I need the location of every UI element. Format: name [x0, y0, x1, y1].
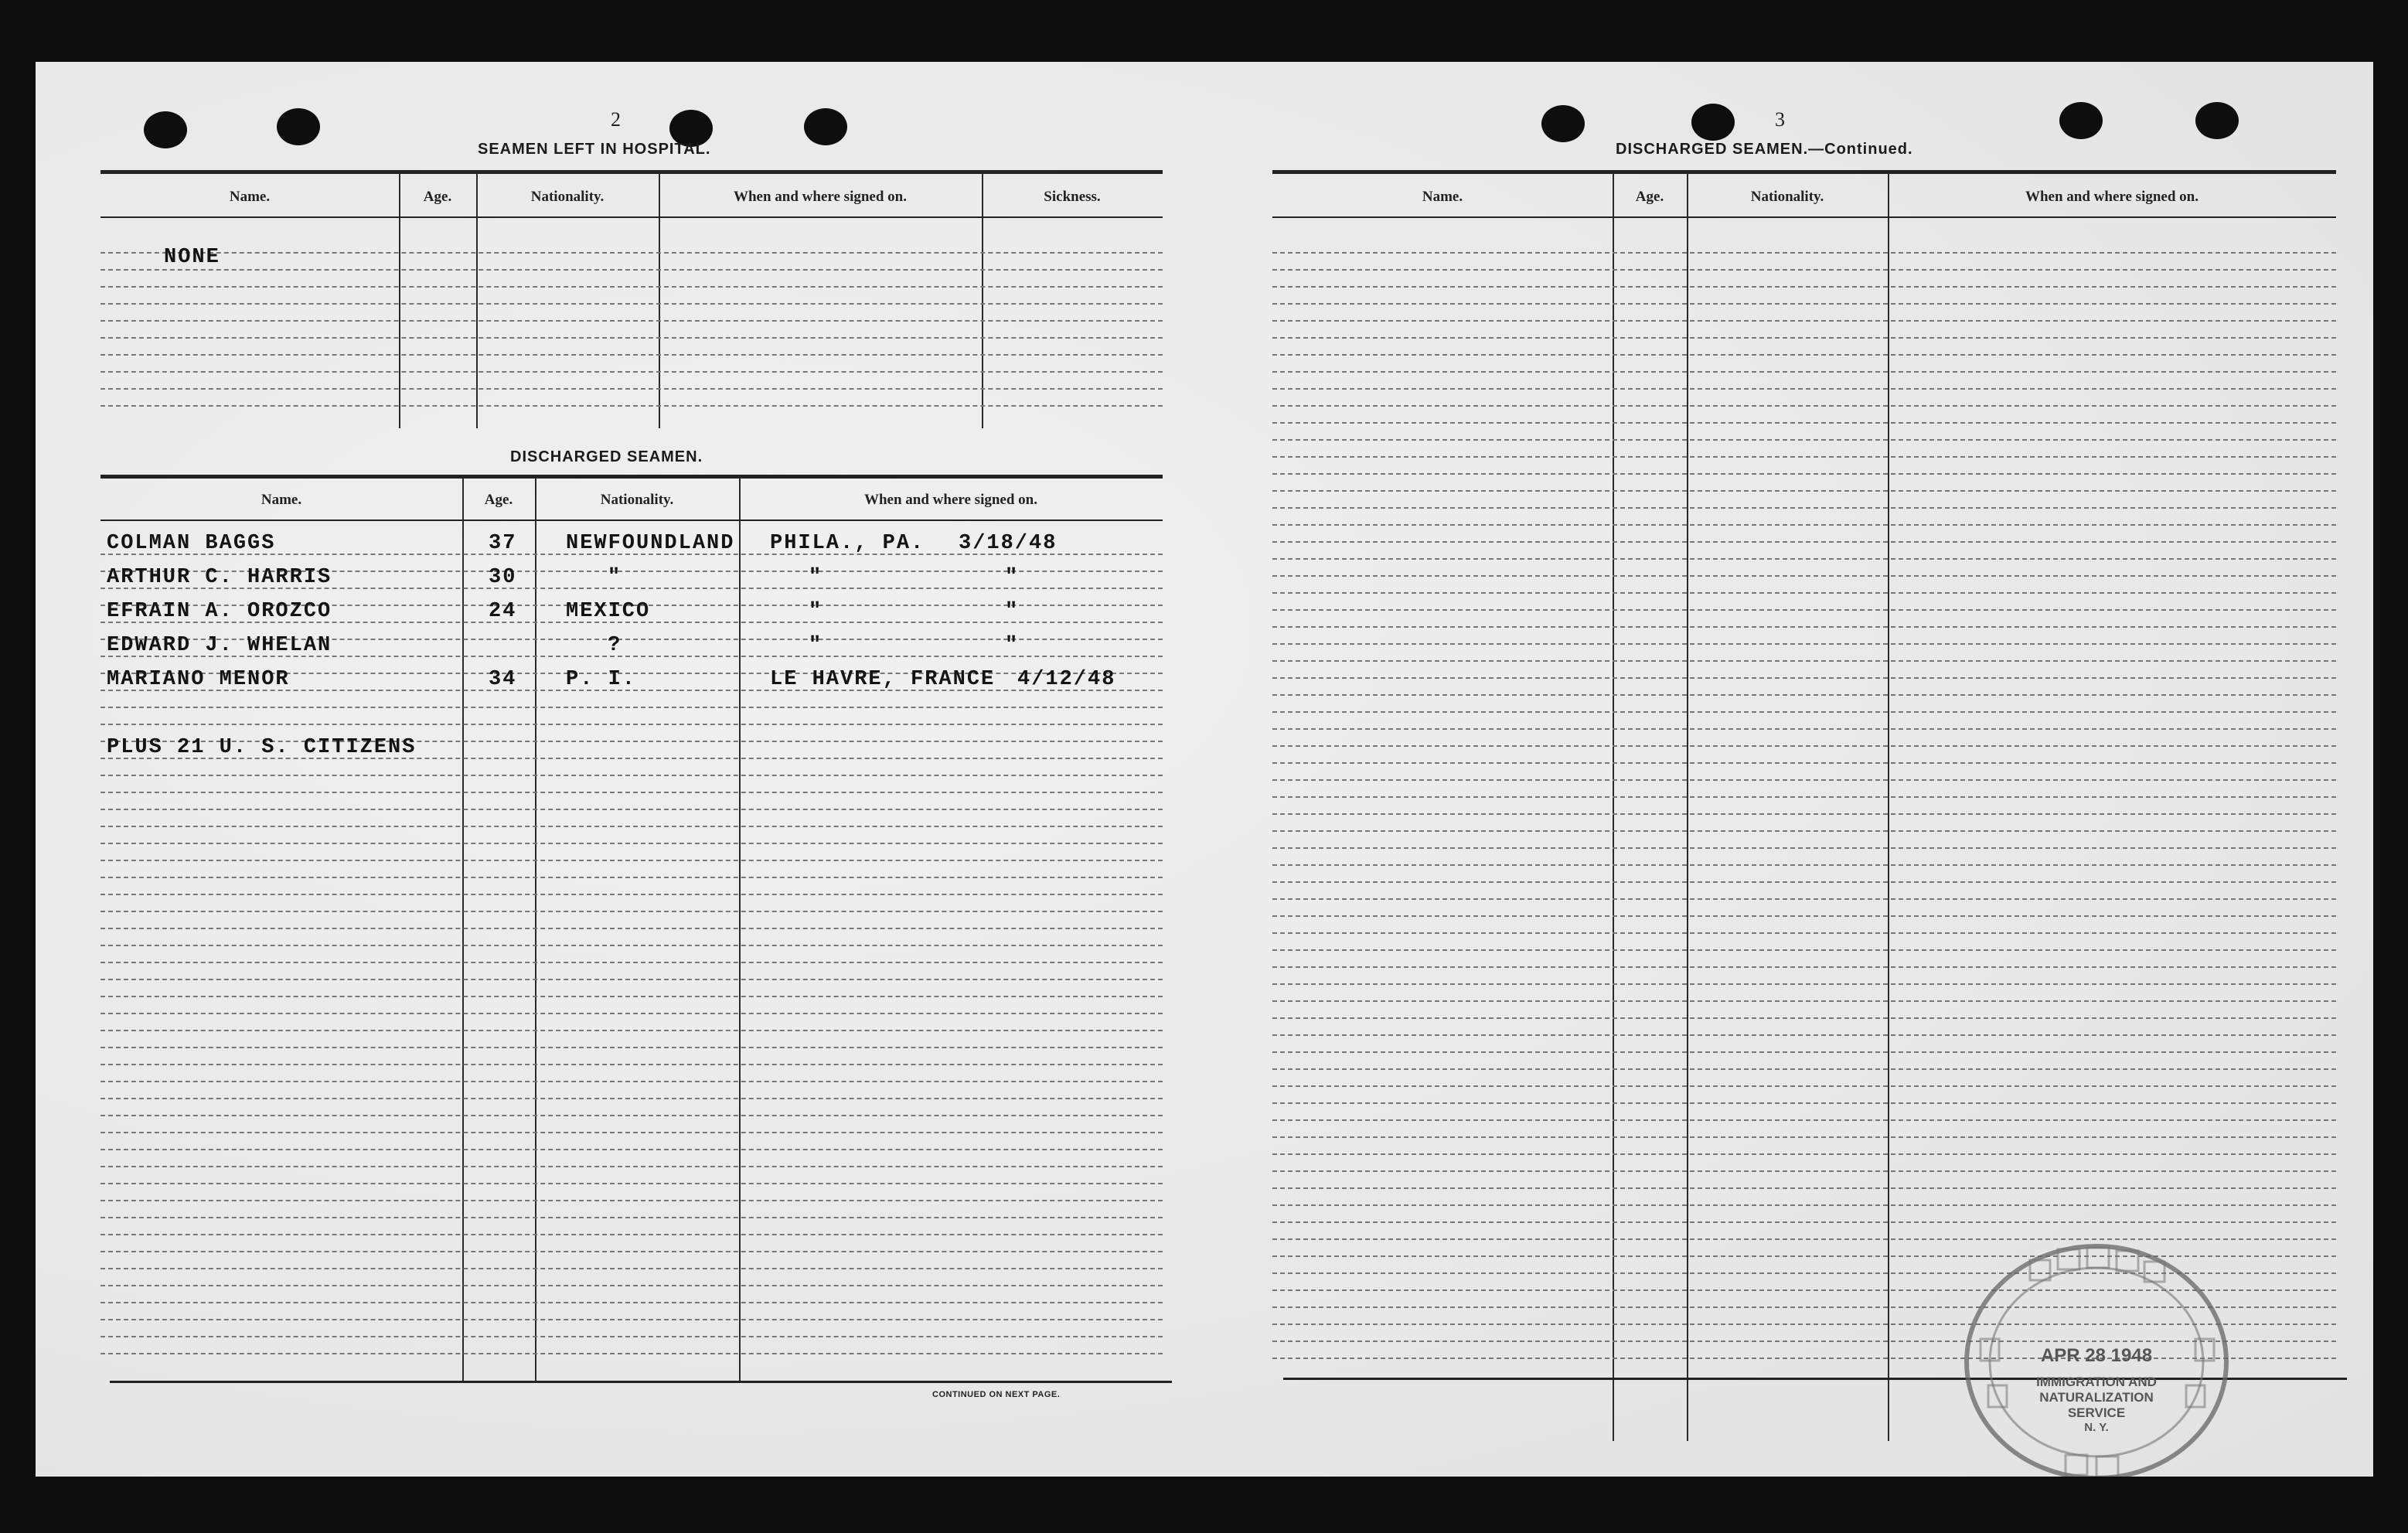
ruled-line [1272, 609, 2336, 611]
ruled-line [1272, 898, 2336, 900]
seaman-name: EDWARD J. WHELAN [107, 634, 332, 657]
hospital-col-signed-on: When and where signed on. [733, 189, 907, 205]
punch-hole [277, 108, 320, 145]
ruled-line [100, 337, 1163, 339]
seaman-signed-date: " [1005, 634, 1020, 657]
seaman-nationality: " [608, 566, 622, 589]
discharged-top-rule [100, 475, 1163, 479]
ruled-line [100, 1166, 1163, 1167]
seaman-signed-place: PHILA., PA. [770, 532, 925, 555]
punch-hole [1691, 104, 1735, 141]
ruled-line [1272, 354, 2336, 356]
ruled-line [1272, 847, 2336, 849]
ruled-line [1272, 779, 2336, 781]
ruled-line [100, 1047, 1163, 1048]
ruled-line [100, 371, 1163, 373]
right-col-signed-on: When and where signed on. [2025, 189, 2199, 205]
immigration-stamp [1950, 1231, 2243, 1477]
seaman-signed-place: " [809, 566, 823, 589]
ruled-line [100, 945, 1163, 946]
ruled-line [1272, 1034, 2336, 1036]
ruled-line [1272, 1136, 2336, 1138]
hospital-top-rule [100, 170, 1163, 174]
seaman-signed-place: LE HAVRE, FRANCE [770, 668, 996, 691]
ruled-line [1272, 1221, 2336, 1223]
ruled-line [1272, 405, 2336, 407]
ruled-line [1272, 915, 2336, 917]
discharged-title: DISCHARGED SEAMEN. [510, 448, 703, 465]
ruled-line [100, 1234, 1163, 1235]
ruled-line [1272, 626, 2336, 628]
ruled-line [100, 707, 1163, 708]
ruled-line [100, 1115, 1163, 1116]
ruled-line [1272, 1051, 2336, 1053]
stamp-line: IMMIGRATION AND [2036, 1375, 2157, 1389]
discharged-col-nationality: Nationality. [600, 492, 674, 508]
seaman-nationality: NEWFOUNDLAND [566, 532, 735, 555]
ruled-line [1272, 592, 2336, 594]
ruled-line [1272, 694, 2336, 696]
ruled-line [1272, 473, 2336, 475]
ruled-line [100, 1064, 1163, 1065]
ruled-line [1272, 949, 2336, 951]
seaman-signed-place: " [809, 600, 823, 623]
seaman-nationality: ? [608, 634, 622, 657]
citizens-note: PLUS 21 U. S. CITIZENS [107, 736, 417, 759]
ruled-line [1272, 1119, 2336, 1121]
ruled-line [1272, 1153, 2336, 1155]
ruled-line [1272, 881, 2336, 883]
stamp-date: APR 28 1948 [2040, 1345, 2153, 1366]
ruled-line [1272, 286, 2336, 288]
ruled-line [1272, 932, 2336, 934]
ruled-line [1272, 1204, 2336, 1206]
ruled-line [1272, 507, 2336, 509]
ruled-line [100, 1251, 1163, 1252]
ruled-line [100, 860, 1163, 861]
right-col-nationality: Nationality. [1750, 189, 1824, 205]
ruled-line [1272, 643, 2336, 645]
ruled-line [100, 979, 1163, 980]
ruled-line [1272, 796, 2336, 798]
ruled-line [1272, 677, 2336, 679]
ruled-line [1272, 728, 2336, 730]
manifest-sheet [36, 62, 2373, 1477]
punch-hole [2195, 102, 2239, 139]
ruled-line [1272, 439, 2336, 441]
hospital-col-name: Name. [229, 189, 271, 205]
ruled-line [100, 1149, 1163, 1150]
hospital-col-sickness: Sickness. [1044, 189, 1101, 205]
ruled-line [1272, 762, 2336, 764]
seaman-signed-date: 3/18/48 [959, 532, 1058, 555]
ruled-line [1272, 1085, 2336, 1087]
ruled-line [1272, 252, 2336, 254]
ruled-line [100, 1336, 1163, 1337]
ruled-line [100, 1132, 1163, 1133]
ruled-line [1272, 320, 2336, 322]
ruled-line [100, 1013, 1163, 1014]
seaman-name: COLMAN BAGGS [107, 532, 276, 555]
ruled-line [1272, 575, 2336, 577]
seaman-name: EFRAIN A. OROZCO [107, 600, 332, 623]
ruled-line [1272, 371, 2336, 373]
ruled-line [100, 724, 1163, 725]
ruled-line [1272, 303, 2336, 305]
ruled-line [100, 354, 1163, 356]
hospital-col-age: Age. [423, 189, 452, 205]
ruled-line [1272, 490, 2336, 492]
seaman-signed-place: " [809, 634, 823, 657]
seaman-nationality: MEXICO [566, 600, 651, 623]
ruled-line [1272, 422, 2336, 424]
punch-hole [804, 108, 847, 145]
right-page-title: DISCHARGED SEAMEN.—Continued. [1616, 141, 1913, 158]
ruled-line [100, 286, 1163, 288]
ruled-line [1272, 337, 2336, 339]
ruled-line [1272, 966, 2336, 968]
discharged-col-name: Name. [261, 492, 302, 508]
ruled-line [100, 826, 1163, 827]
hospital-entry: NONE [164, 246, 220, 269]
ruled-line [100, 1081, 1163, 1082]
ruled-line [100, 320, 1163, 322]
ruled-line [100, 1353, 1163, 1354]
ruled-line [1272, 983, 2336, 985]
ruled-line [1272, 524, 2336, 526]
ruled-line [1272, 711, 2336, 713]
ruled-line [100, 928, 1163, 929]
ruled-line [1272, 864, 2336, 866]
ruled-line [1272, 1068, 2336, 1070]
ruled-line [100, 809, 1163, 810]
right-col-age: Age. [1635, 189, 1664, 205]
ruled-line [100, 996, 1163, 997]
seaman-name: MARIANO MENOR [107, 668, 290, 691]
ruled-line [100, 877, 1163, 878]
ruled-line [1272, 1102, 2336, 1104]
ruled-line [100, 405, 1163, 407]
ruled-line [1272, 269, 2336, 271]
ruled-line [100, 843, 1163, 844]
ruled-line [1272, 830, 2336, 832]
ruled-line [100, 1030, 1163, 1031]
seaman-age: 34 [489, 668, 517, 691]
ruled-line [100, 775, 1163, 776]
ruled-line [100, 388, 1163, 390]
page-number-right: 3 [1775, 108, 1785, 131]
discharged-col-age: Age. [484, 492, 513, 508]
hospital-col-nationality: Nationality. [530, 189, 605, 205]
stamp-line: N. Y. [2084, 1421, 2109, 1434]
seaman-age: 24 [489, 600, 517, 623]
ruled-line [100, 1302, 1163, 1303]
ruled-line [100, 1098, 1163, 1099]
ruled-line [1272, 813, 2336, 815]
ruled-line [100, 911, 1163, 912]
discharged-col-signed-on: When and where signed on. [863, 492, 1037, 508]
ruled-line [100, 1200, 1163, 1201]
right-top-rule [1272, 170, 2336, 174]
seaman-name: ARTHUR C. HARRIS [107, 566, 332, 589]
seaman-age: 30 [489, 566, 517, 589]
punch-hole [2059, 102, 2103, 139]
ruled-line [100, 269, 1163, 271]
ruled-line [1272, 541, 2336, 543]
ruled-line [100, 792, 1163, 793]
stamp-line: NATURALIZATION [2039, 1390, 2154, 1405]
ruled-line [1272, 745, 2336, 747]
discharged-bottom-rule [110, 1381, 1172, 1383]
seaman-signed-date: " [1005, 600, 1020, 623]
ruled-line [1272, 1017, 2336, 1019]
seaman-signed-date: 4/12/48 [1017, 668, 1116, 691]
seaman-signed-date: " [1005, 566, 1020, 589]
stamp-line: SERVICE [2067, 1405, 2126, 1420]
ruled-line [1272, 1000, 2336, 1002]
seaman-age: 37 [489, 532, 517, 555]
ruled-line [1272, 1187, 2336, 1189]
page-number-left: 2 [611, 108, 621, 131]
ruled-line [1272, 558, 2336, 560]
ruled-line [1272, 660, 2336, 662]
ruled-line [1272, 456, 2336, 458]
seaman-nationality: P. I. [566, 668, 637, 691]
punch-hole [144, 111, 187, 148]
ruled-line [100, 303, 1163, 305]
ruled-line [100, 1285, 1163, 1286]
continued-note: CONTINUED ON NEXT PAGE. [932, 1390, 1061, 1399]
hospital-title: SEAMEN LEFT IN HOSPITAL. [478, 141, 711, 158]
ruled-line [100, 1319, 1163, 1320]
punch-hole [1541, 105, 1585, 142]
ruled-line [100, 252, 1163, 254]
ruled-line [100, 1268, 1163, 1269]
ruled-line [100, 1183, 1163, 1184]
ruled-line [1272, 388, 2336, 390]
ruled-line [100, 1217, 1163, 1218]
ruled-line [100, 894, 1163, 895]
ruled-line [100, 962, 1163, 963]
right-col-name: Name. [1422, 189, 1463, 205]
ruled-line [1272, 1170, 2336, 1172]
